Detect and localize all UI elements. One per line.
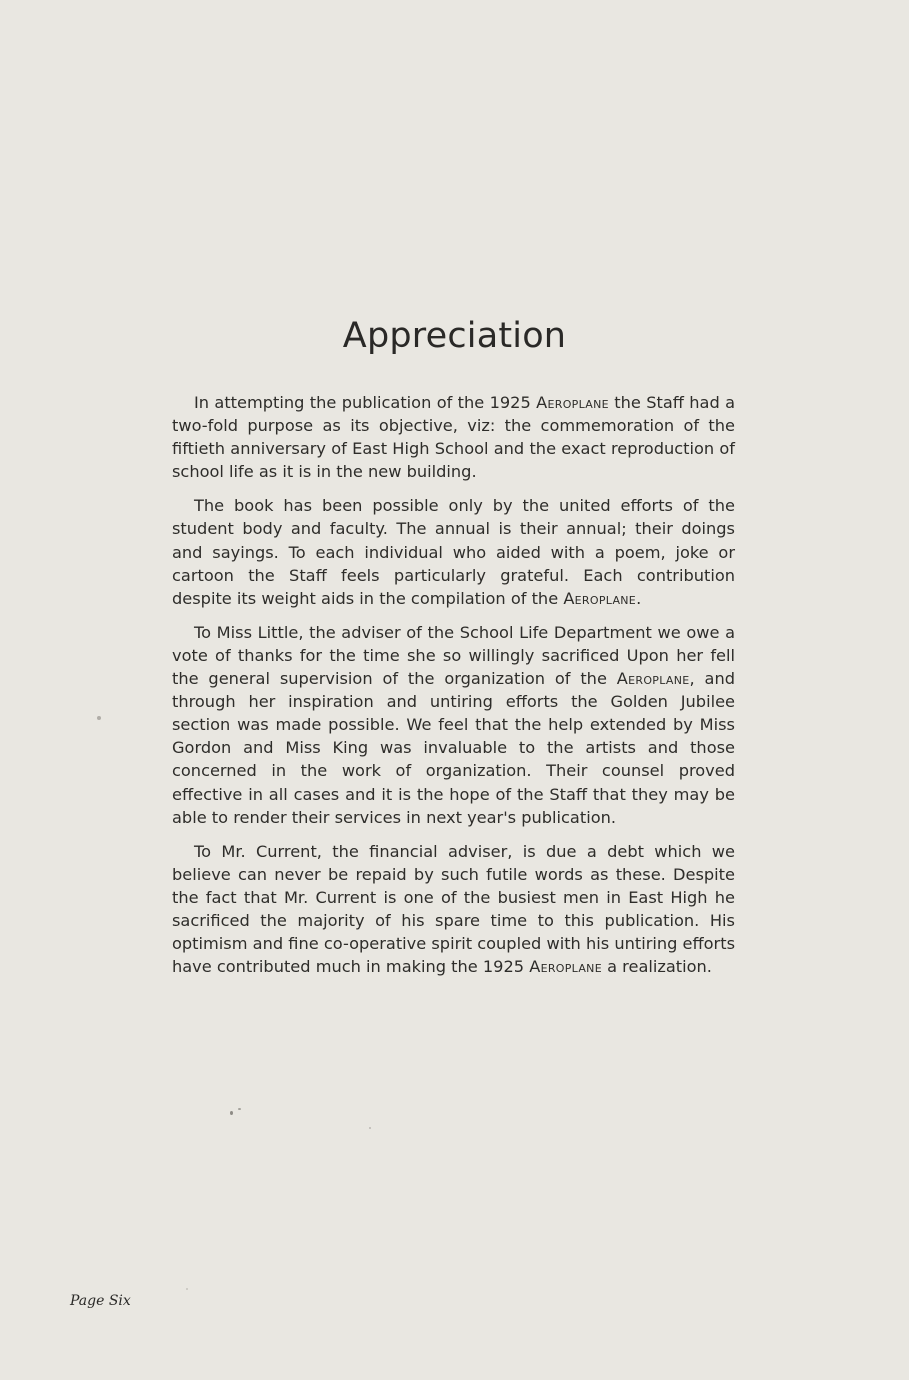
text-run: To Mr. Current, the financial adviser, is due a debt which we believe can never be repaid by such futile words as these. Despite the fact that Mr. Current is one of the busiest men in East High he sacrificed the majority of his spare time to this publication. His optimism and fine co-operative spirit coupled with his untiring efforts have contributed much in making the 1925 bbox=[172, 841, 735, 977]
text-run: In attempting the publication of the 1925 bbox=[194, 393, 537, 412]
publication-name: Aeroplane bbox=[536, 393, 609, 412]
page-title: Appreciation bbox=[342, 316, 567, 356]
publication-name: Aeroplane bbox=[563, 588, 637, 608]
publication-name: Aeroplane bbox=[616, 669, 690, 689]
text-run: a realization. bbox=[601, 957, 712, 977]
paper-speck bbox=[238, 1108, 241, 1110]
paragraph bbox=[172, 840, 735, 979]
body-text bbox=[172, 391, 735, 978]
paper-speck bbox=[369, 1127, 371, 1129]
paragraph bbox=[172, 621, 735, 829]
paper-speck bbox=[186, 1288, 188, 1290]
paper-speck bbox=[230, 1111, 233, 1115]
text-run: . bbox=[636, 588, 642, 608]
page-number: Page Six bbox=[70, 1293, 131, 1309]
paper-speck bbox=[97, 716, 101, 720]
publication-name: Aeroplane bbox=[529, 957, 602, 977]
text-run: , and through her inspiration and untiring efforts the Golden Jubilee section was made possible. We feel that the help extended by Miss Gordon and Miss King was invaluable to the artists and those concerned in the work of organization. Their counsel proved effective in all cases and it is the hope of the Staff that they may be able to render their services in next year's publication. bbox=[172, 669, 735, 827]
text-run: the Staff had a two-fold purpose as its objective, viz: the commemoration of the fiftieth anniversary of East High School and the exact reproduction of school life as it is in the new building. bbox=[172, 393, 736, 482]
paragraph bbox=[172, 391, 735, 483]
text-run: To Miss Little, the adviser of the School Life Department we owe a vote of thanks for the time she so willingly sacrificed Upon her fell the general supervision of the organization of the bbox=[172, 622, 735, 689]
text-run: The book has been possible only by the united efforts of the student body and faculty. The annual is their annual; their doings and sayings. To each individual who aided with a poem, joke or cartoon the Staff feels particularly grateful. Each contribution despite its weight aids in the compilation of the bbox=[172, 496, 735, 608]
paragraph bbox=[172, 494, 735, 609]
